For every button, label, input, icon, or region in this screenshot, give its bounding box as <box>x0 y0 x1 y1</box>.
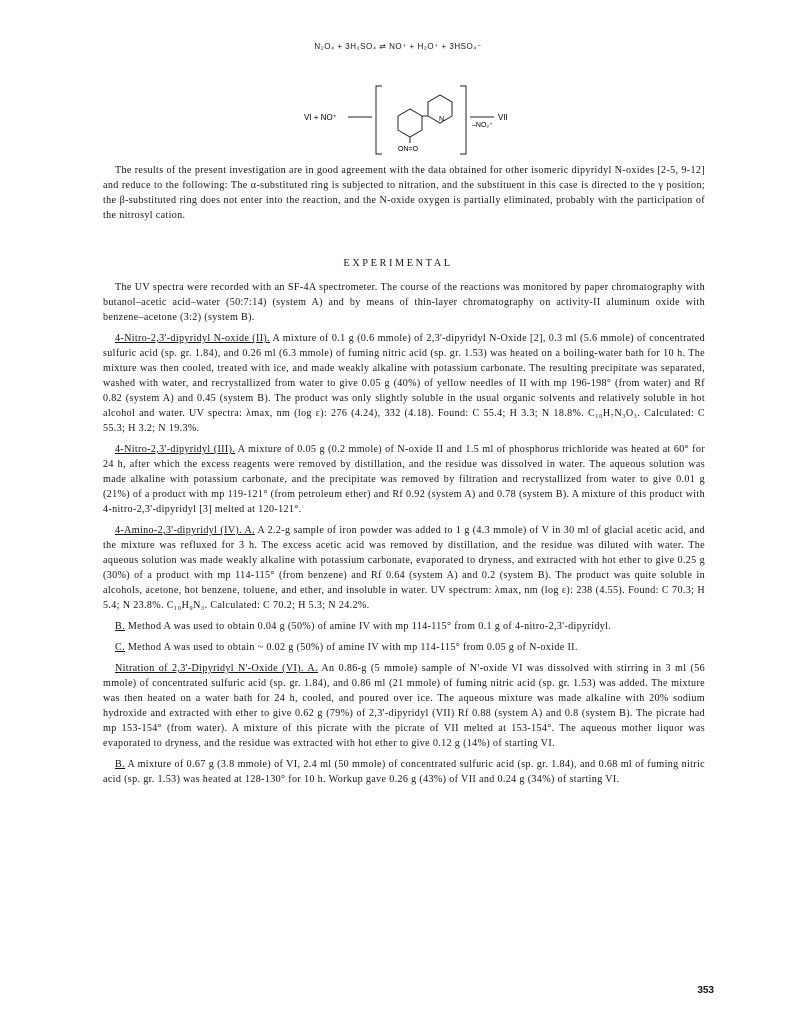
scheme-product: VII <box>498 113 508 122</box>
bracket-right <box>460 86 466 154</box>
reaction-equation: N₂O₄ + 3H₂SO₄ ⇌ NO⁺ + H₂O⁺ + 3HSO₄⁻ <box>314 42 482 51</box>
paragraph-amino-b-body: Method A was used to obtain 0.04 g (50%) of amine IV with mp 114-115° from 0.1 g of 4-nitro-2,3'-dipyridyl. <box>124 621 612 632</box>
method-title-b2: B. <box>115 759 125 770</box>
intro-paragraph: The results of the present investigation are in good agreement with the data obtained for other isomeric dipyridyl N-oxides [2-5, 9-12] and reduce to the following: The α-substituted ring is subjected to nitration, and the substituent in this case is directed to the γ position; the β-substituted ring does not enter into the reaction, and the N-oxide oxygen is partially eliminated, probably with the participation of the nitrosyl cation. <box>103 165 705 221</box>
scheme-left-text: VI + NO⁺ <box>304 113 337 122</box>
paragraph-nitro-oxide <box>103 331 705 436</box>
scheme-bottom-group: ON=O <box>398 146 419 153</box>
paragraph-nitro-dipyridyl <box>103 442 705 517</box>
page-number: 353 <box>697 985 714 996</box>
bracket-left <box>376 86 382 154</box>
paragraph-nitration-b-body: A mixture of 0.67 g (3.8 mmole) of VI, 2.4 ml (50 mmole) of concentrated sulfuric acid (sp. gr. 1.84), and 0.68 ml of fuming nitric acid (sp. gr. 1.53) was heated at 128-130° for 10 h. Workup gave 0.26 g (43%) of VII and 0.24 g (34%) of starting VI. <box>103 759 705 785</box>
ring-nitrogen: N <box>439 116 445 123</box>
method-title-c: C. <box>115 642 125 653</box>
compound-title-ii: 4-Nitro-2,3'-dipyridyl N-oxide (II). <box>115 333 271 344</box>
paragraph-nitration-a-body: An 0.86-g (5 mmole) sample of N'-oxide VI was dissolved with stirring in 3 ml (56 mmole) of concentrated sulfuric acid (sp. gr. 1.84), and 0.86 ml (21 mmole) of fuming nitric acid (sp. gr. 1.53) was added. The mixture was then heated on a water bath for 24 h, cooled, and poured over ice. The aqueous mixture was made alkaline with 20% sodium hydroxide and extracted with ether to give 0.62 g (79%) of 2,3'-dipyridyl (VII) Rf 0.88 (system A) and 0.8 (system B). The picrate had mp 153-154° (from water). A mixture of this picrate with the picrate of VII melted at 153-154°. The aqueous mother liquor was evaporated to dryness, and the residue was extracted with hot ether to give 0.12 g (14%) of starting VI. <box>103 663 705 749</box>
compound-title-iv: 4-Amino-2,3'-dipyridyl (IV). A. <box>115 525 256 536</box>
paragraph-amino-c-body: Method A was used to obtain ~ 0.02 g (50%) of amine IV with mp 114-115° from 0.05 g of N-oxide II. <box>124 642 578 653</box>
pyridine-ring-oxide <box>398 109 422 137</box>
compound-title-vi: Nitration of 2,3'-Dipyridyl N'-Oxide (VI). A. <box>115 663 318 674</box>
paragraph-nitration-a <box>103 661 705 751</box>
experimental-section <box>103 280 705 787</box>
paragraph-amino-c <box>103 640 705 655</box>
paragraph-amino-a-body: A 2.2-g sample of iron powder was added to 1 g (4.3 mmole) of V in 30 ml of glacial acetic acid, and the mixture was refluxed for 3 h. The excess acetic acid was removed by distillation, and the residue was diluted with water. The aqueous solution was made weakly alkaline with potassium carbonate, evaporated to dryness, and extracted with hot ether to give 0.25 g (30%) of a product with mp 114-115° (from benzene) and Rf 0.64 (system A) and 0.2 (system B). The product was quite soluble in alcohols, acetone, hot benzene, toluene, and ether, and insoluble in water. UV spectrum: λmax, nm (log ε): 238 (4.55). Found: C 70.3; H 5.4; N 23.8%. C₁₀H₉N₃. Calculated: C 70.2; H 5.3; N 24.2%. <box>103 525 705 611</box>
paragraph-amino-a <box>103 523 705 613</box>
reaction-scheme <box>300 82 520 162</box>
scheme-reagent: –NO₂⁺ <box>472 122 493 129</box>
paragraph-amino-b <box>103 619 705 634</box>
paragraph-nitration-b <box>103 757 705 787</box>
paragraph-nitro-dipyridyl-body: A mixture of 0.05 g (0.2 mmole) of N-oxide II and 1.5 ml of phosphorus trichloride was heated at 60° for 24 h, after which the excess reagents were removed by distillation, and the residue was dissolved in water. The aqueous solution was made alkaline with potassium carbonate, and the precipitate was removed by filtration and recrystallized from water to give 0.01 g (21%) of a product with mp 119-121° (from petroleum ether) and Rf 0.92 (system A) and 0.78 (system B). A mixture of this product with 4-nitro-2,3'-dipyridyl [3] melted at 120-121°. <box>103 444 706 515</box>
compound-title-iii: 4-Nitro-2,3'-dipyridyl (III). <box>115 444 236 455</box>
method-title-b: B. <box>115 621 125 632</box>
intro-section <box>103 163 705 223</box>
paragraph-general: The UV spectra were recorded with an SF-4A spectrometer. The course of the reactions was monitored by paper chromatography with butanol–acetic acid–water (50:7:14) (system A) and by means of thin-layer chromatography on activity-II aluminum oxide with benzene–acetone (3:2) (system B). <box>103 282 705 323</box>
paragraph-nitro-oxide-body: A mixture of 0.1 g (0.6 mmole) of 2,3'-dipyridyl N-Oxide [2], 0.3 ml (5.6 mmole) of concentrated sulfuric acid (sp. gr. 1.84), and 0.26 ml (6.3 mmole) of fuming nitric acid (sp. gr. 1.53) was heated on a boiling-water bath for 10 h. The mixture was then cooled, treated with ice, and made weakly alkaline with potassium carbonate. The resulting precipitate was separated, washed with water, and recrystallized from water to give 0.05 g (40%) of yellow needles of II with mp 196-198° (from water) and Rf 0.82 (system A) and 0.45 (system B). The product was only slightly soluble in the usual organic solvents and relatively soluble in hot alcohol and water. UV spectra: λmax, nm (log ε): 276 (4.24), 332 (4.18). Found: C 55.4; H 3.3; N 18.8%. C₁₀H₇N₃O₃. Calculated: C 55.3; H 3.2; N 19.3%. <box>103 333 705 434</box>
section-heading-experimental: EXPERIMENTAL <box>343 258 453 269</box>
